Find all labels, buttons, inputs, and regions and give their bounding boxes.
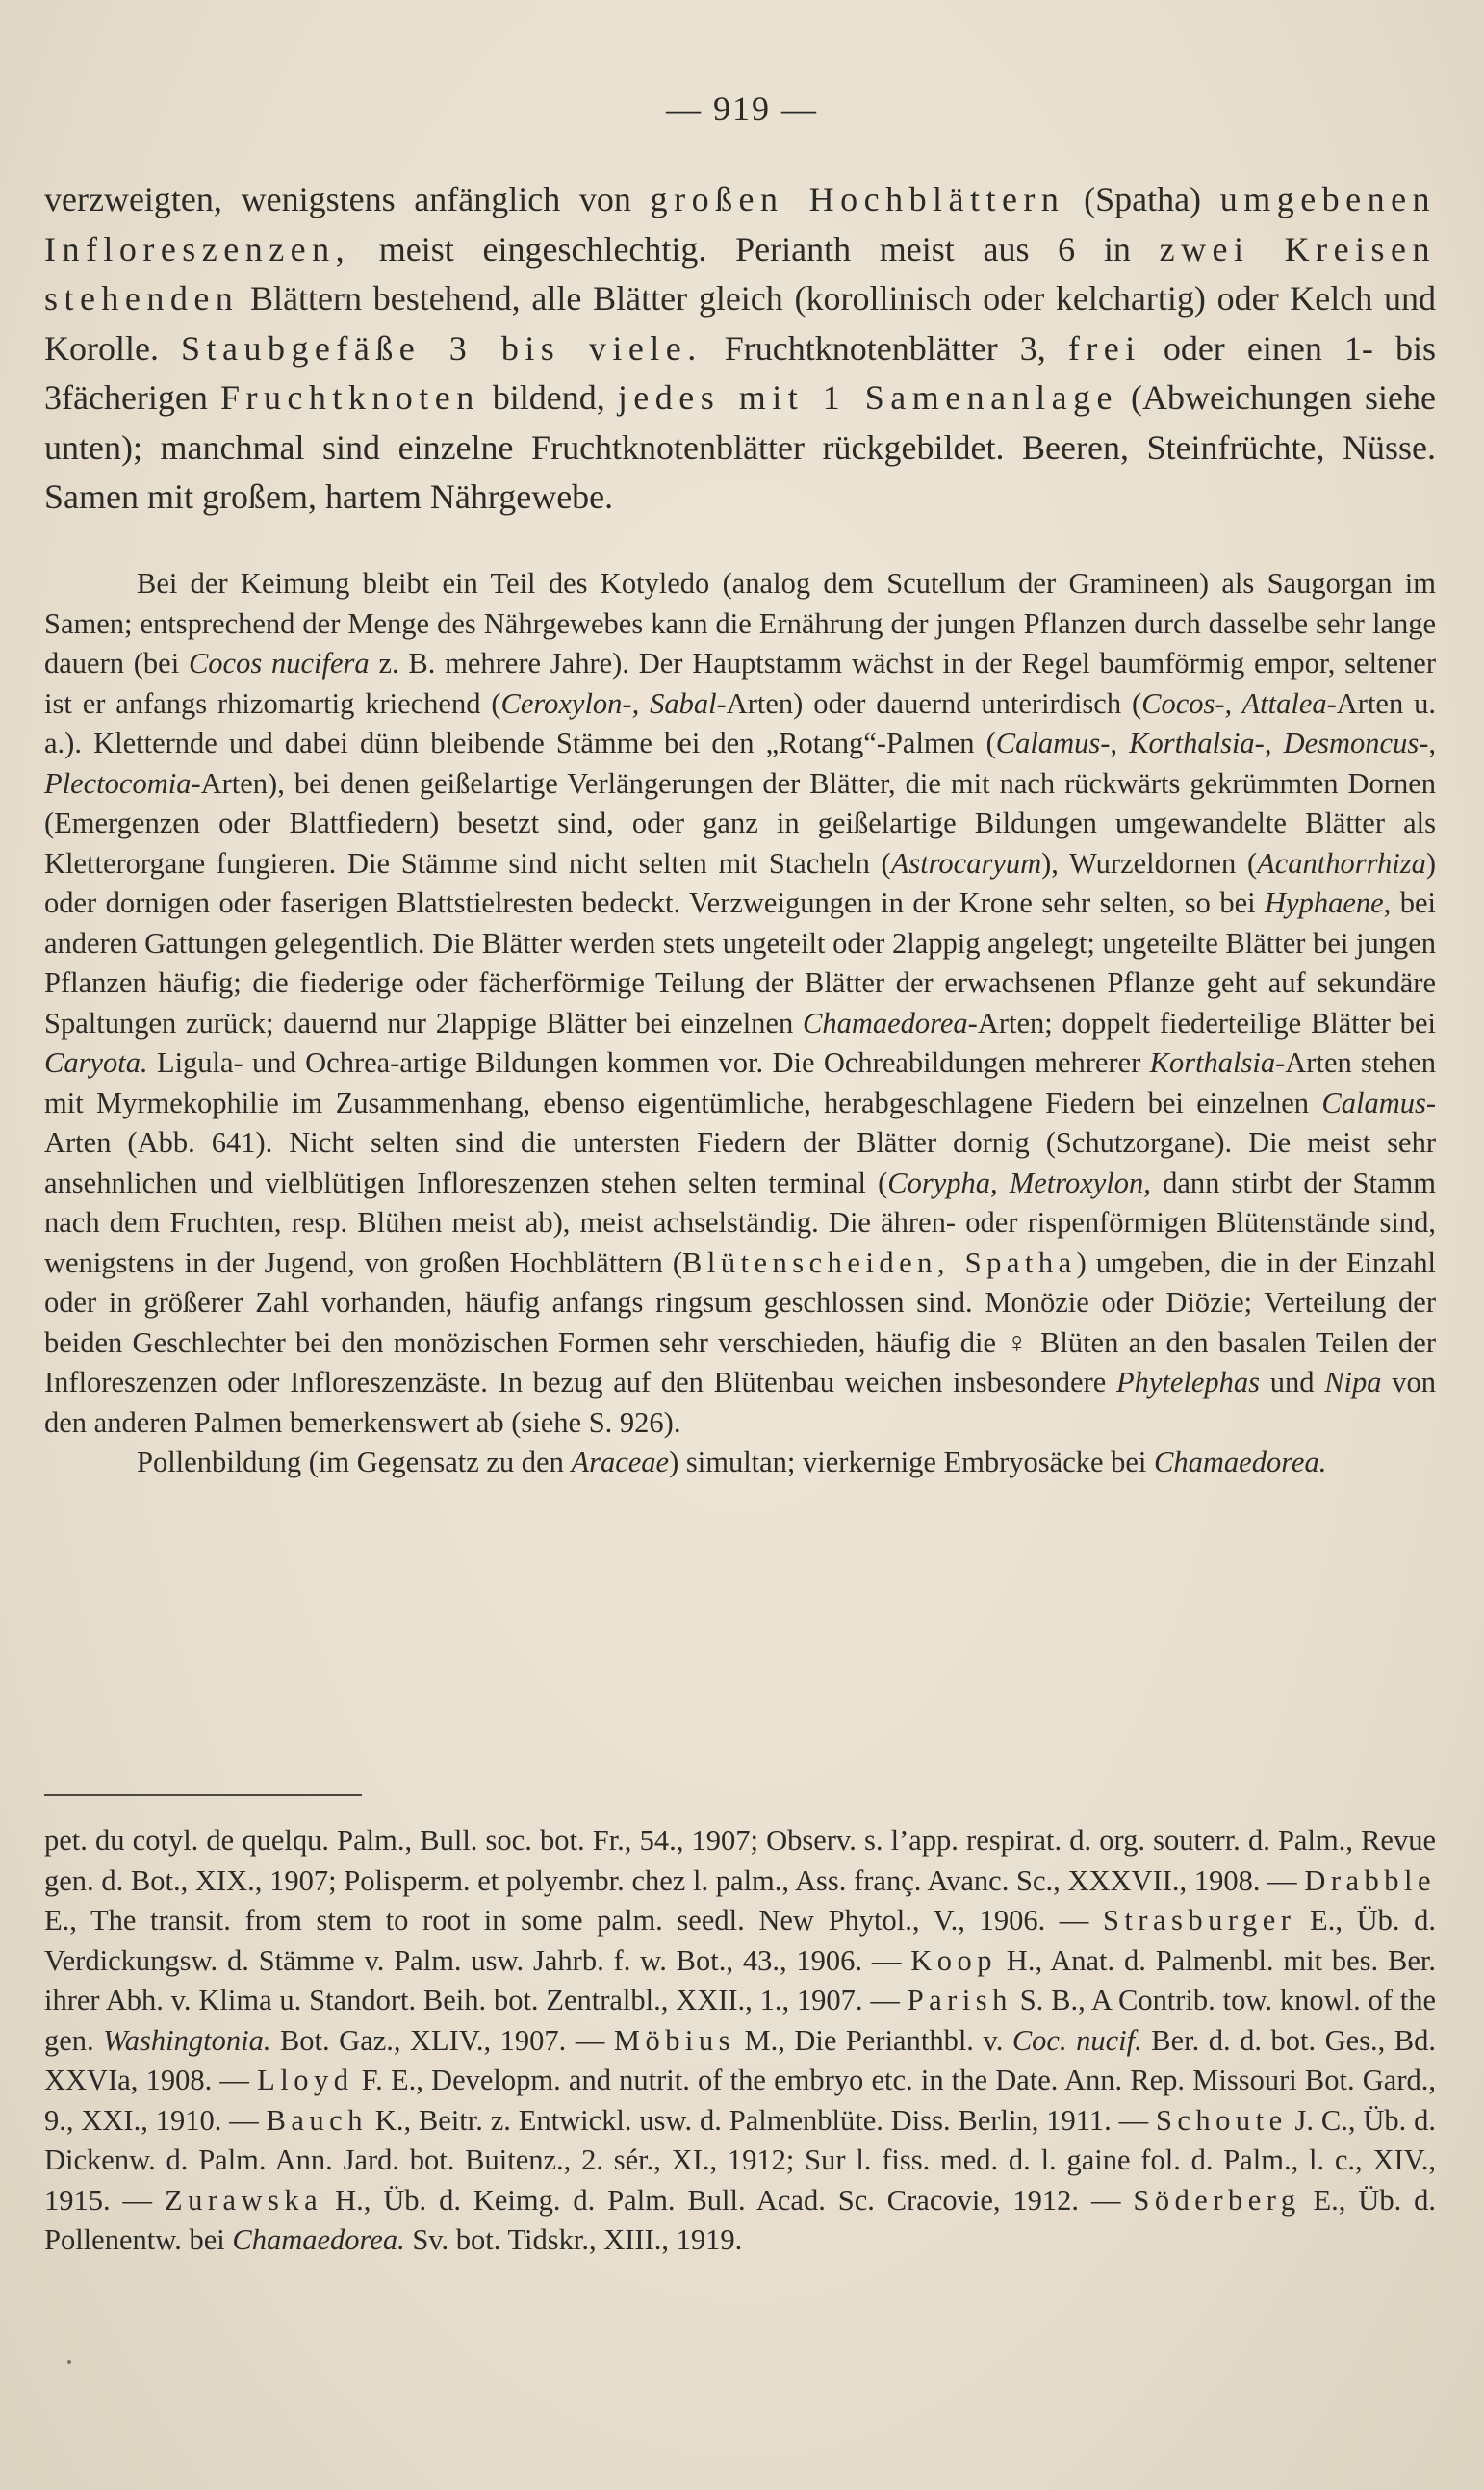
- taxon-name: Washingtonia.: [103, 2023, 271, 2057]
- author-name: Drabble: [1304, 1863, 1436, 1897]
- taxon-name: Calamus-, Korthalsia-, Desmoncus-, Plectocomia-: [44, 727, 1436, 800]
- spaced-term: umgebenen Infloreszenzen,: [44, 180, 1437, 269]
- taxon-name: Nipa: [1324, 1366, 1382, 1399]
- taxon-name: Hyphaene: [1265, 886, 1384, 919]
- text-run: ) umgeben, die in der Einzahl oder in größerer Zahl vorhanden, häufig anfangs ringsum geschlossen sind. Monözie oder Diözie; Verteilung der beiden Geschlechter bei den monözischen Formen sehr verschieden, häufig die ♀ Blüten an den basalen Teilen der Infloreszenzen oder Infloreszenzäste. In bezug auf den Blütenbau weichen insbesondere: [44, 1245, 1436, 1399]
- main-paragraph: [44, 175, 1436, 523]
- text-run: dann stirbt der Stamm nach dem Fruchten, resp. Blühen meist ab), meist achselständig. Die ähren- oder rispenförmigen Blütenstände sind, wenigstens in der Jugend, von großen Hochblättern (: [44, 1166, 1436, 1279]
- text-run: Arten), bei denen geißelartige Verlängerungen der Blätter, die mit nach rückwärts gekrümmten Dornen (Emergenzen oder Blattfiedern) besetzt sind, oder ganz in geißelartige Bildungen umgewandelte Blätter als Kletterorgane fungieren. Die Stämme sind nicht selten mit Stacheln (: [44, 766, 1436, 880]
- spaced-term: Fruchtknoten: [219, 378, 480, 417]
- main-paragraph-block: [44, 175, 1436, 523]
- text-run: H., Üb. d. Keimg. d. Palm. Bull. Acad. Sc. Cracovie, 1912. —: [322, 2183, 1134, 2217]
- paper-speck: [67, 2360, 71, 2364]
- references-paragraph: [44, 1821, 1436, 2261]
- author-name: Lloyd: [257, 2064, 354, 2096]
- taxon-name: Calamus-: [1321, 1086, 1436, 1119]
- references-block: [44, 1821, 1436, 2261]
- text-run: Arten) oder dauernd unterirdisch (: [726, 686, 1142, 720]
- taxon-name: Acanthorrhiza: [1257, 846, 1426, 880]
- text-run: Bot. Gaz., XLIV., 1907. —: [270, 2023, 614, 2057]
- taxon-name: Phytelephas: [1115, 1366, 1261, 1399]
- text-run: K., Beitr. z. Entwickl. usw. d. Palmenblüte. Diss. Berlin, 1911. —: [367, 2103, 1156, 2137]
- author-name: Schoute: [1155, 2103, 1288, 2137]
- author-name: Söderberg: [1133, 2183, 1301, 2217]
- text-run: meist eingeschlechtig. Perianth meist aus 6 in: [350, 229, 1160, 269]
- text-run: Arten stehen mit Myrmekophilie im Zusammenhang, ebenso eigentümliche, herabgeschlagene Fiedern bei einzelnen: [44, 1046, 1436, 1119]
- text-run: ), Wurzeldornen (: [1041, 846, 1258, 880]
- text-run: E., Üb. d. Verdickungsw. d. Stämme v. Palm. usw. Jahrb. f. w. Bot., 43., 1906. —: [44, 1904, 1436, 1977]
- spaced-term: großen Hochblättern: [650, 180, 1065, 218]
- text-run: Ligula- und Ochrea-artige Bildungen kommen vor. Die Ochreabildungen mehrerer: [147, 1046, 1150, 1079]
- text-run: M., Die Perianthbl. v.: [735, 2023, 1012, 2057]
- taxon-name: Chamaedorea-: [803, 1006, 978, 1040]
- text-run: Arten (Abb. 641). Nicht selten sind die untersten Fiedern der Blätter dornig (Schutzorgane). Die meist sehr ansehnlichen und vielblütigen Infloreszenzen stehen selten terminal (: [44, 1126, 1436, 1199]
- text-run: (Abweichungen siehe unten); manchmal sind einzelne Fruchtknotenblätter rückgebildet. Beeren, Steinfrüchte, Nüsse. Samen mit großem, hartem Nährgewebe.: [44, 378, 1436, 516]
- taxon-name: Cocos-, Attalea-: [1141, 686, 1337, 720]
- text-run: Arten u. a.). Kletternde und dabei dünn bleibende Stämme bei den „Rotang“-Palmen (: [44, 686, 1436, 759]
- text-run: von den anderen Palmen bemerkenswert ab (siehe S. 926).: [44, 1366, 1437, 1439]
- text-run: E., The transit. from stem to root in some palm. seedl. New Phytol., V., 1906. —: [44, 1904, 1103, 1937]
- small-print-block: [44, 564, 1436, 1483]
- text-run: bildend,: [479, 378, 618, 417]
- author-name: Bauch: [266, 2103, 368, 2137]
- text-run: ) simultan; vierkernige Embryosäcke bei: [669, 1446, 1155, 1478]
- spaced-term: frei: [1067, 328, 1141, 368]
- taxon-name: Coc. nucif.: [1011, 2023, 1142, 2057]
- taxon-name: Chamaedorea.: [1154, 1446, 1327, 1478]
- spaced-term: Staubgefäße 3 bis viele.: [181, 328, 703, 368]
- taxon-name: Chamaedorea.: [232, 2223, 405, 2256]
- author-name: Koop: [910, 1943, 997, 1977]
- taxon-name: Araceae: [571, 1446, 670, 1478]
- text-run: H., Anat. d. Palmenbl. mit bes. Ber. ihrer Abh. v. Klima u. Standort. Beih. bot. Zentralbl., XXII., 1., 1907. —: [44, 1943, 1436, 2016]
- taxon-name: Caryota.: [44, 1046, 148, 1079]
- taxon-name: Corypha, Metroxylon,: [887, 1166, 1151, 1199]
- author-name: Zurawska: [164, 2183, 323, 2217]
- text-run: und: [1260, 1366, 1325, 1399]
- text-run: Ber. d. d. bot. Ges., Bd. XXVIa, 1908. —: [44, 2023, 1436, 2096]
- text-run: , bei anderen Gattungen gelegentlich. Die Blätter werden stets ungeteilt oder 2lappig angelegt; ungeteilte Blätter bei jungen Pflanzen häufig; die fiederige oder fächerförmige Teilung der Blätter der erwachsenen Pflanze geht auf sekundäre Spaltungen zurück; dauernd nur 2lappige Blätter bei einzelnen: [44, 886, 1436, 1040]
- text-run: (Spatha): [1064, 180, 1220, 218]
- text-run: ) oder dornigen oder faserigen Blattstielresten bedeckt. Verzweigungen in der Krone sehr selten, so bei: [44, 846, 1436, 919]
- taxon-name: Cocos nucifera: [188, 647, 370, 680]
- text-run: z. B. mehrere Jahre). Der Hauptstamm wächst in der Regel baumförmig empor, seltener ist er anfangs rhizomartig kriechend (: [44, 647, 1436, 720]
- author-name: Möbius: [613, 2023, 735, 2057]
- author-name: Parish: [907, 1984, 1012, 2016]
- text-run: Blättern bestehend, alle Blätter gleich (korollinisch oder kelchartig) oder Kelch und Korolle.: [44, 279, 1436, 368]
- text-run: E., Üb. d. Pollenentw. bei: [44, 2183, 1436, 2256]
- text-run: Arten; doppelt fiederteilige Blätter bei: [977, 1006, 1436, 1040]
- page-number: — 919 —: [666, 90, 818, 128]
- text-run: Bei der Keimung bleibt ein Teil des Kotyledo (analog dem Scutellum der Gramineen) als Saugorgan im Samen; entsprechend der Menge des Nährgewebes kann die Ernährung der jungen Pflanzen durch dasselbe sehr lange dauern (bei: [44, 567, 1436, 680]
- text-run: pet. du cotyl. de quelqu. Palm., Bull. soc. bot. Fr., 54., 1907; Observ. s. l’app. respirat. d. org. souterr. d. Palm., Revue gen. d. Bot., XIX., 1907; Polisperm. et polyembr. chez l. palm., Ass. franç. Avanc. Sc., XXXVII., 1908. —: [44, 1824, 1436, 1897]
- taxon-name: Korthalsia-: [1149, 1046, 1286, 1079]
- footnote-rule: [44, 1794, 362, 1796]
- author-name: Strasburger: [1102, 1904, 1296, 1937]
- text-run: S. B., A Contrib. tow. knowl. of the gen.: [44, 1984, 1436, 2057]
- text-run: J. C., Üb. d. Dickenw. d. Palm. Ann. Jard. bot. Buitenz., 2. sér., XI., 1912; Sur l. fiss. med. d. l. gaine fol. d. Palm., l. c., XIV., 1915. —: [44, 2103, 1436, 2217]
- spaced-term: Blütenscheiden, Spatha: [682, 1245, 1077, 1279]
- small-paragraph-germination: [44, 564, 1436, 1443]
- taxon-name: Ceroxylon-, Sabal-: [500, 686, 727, 720]
- spaced-term: jedes mit 1 Samenanlage: [617, 378, 1118, 417]
- text-run: verzweigten, wenigstens anfänglich von: [44, 180, 651, 218]
- text-run: F. E., Developm. and nutrit. of the embryo etc. in the Date. Ann. Rep. Missouri Bot. Gard., 9., XXI., 1910. —: [44, 2064, 1437, 2137]
- spaced-term: zwei Kreisen stehenden: [44, 229, 1436, 318]
- text-run: Sv. bot. Tidskr., XIII., 1919.: [404, 2223, 743, 2256]
- text-run: oder einen 1- bis 3fächerigen: [44, 328, 1436, 417]
- taxon-name: Astrocaryum: [890, 846, 1042, 880]
- text-run: Fruchtknotenblätter 3,: [702, 328, 1068, 368]
- text-run: Pollenbildung (im Gegensatz zu den: [137, 1446, 572, 1478]
- small-paragraph-pollen: [44, 1443, 1436, 1483]
